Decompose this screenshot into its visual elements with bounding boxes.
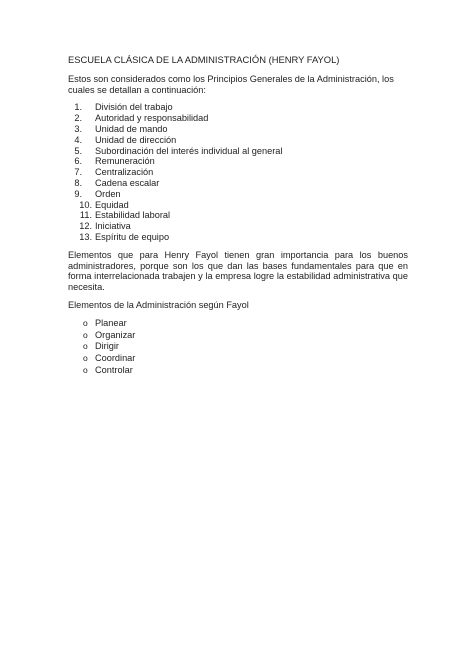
- list-item-text: Cadena escalar: [95, 177, 160, 188]
- list-item-text: Centralización: [95, 167, 154, 178]
- list-item-text: Unidad de mando: [95, 123, 168, 134]
- circle-bullet-icon: o: [83, 353, 88, 364]
- list-item: [68, 167, 408, 178]
- list-item-text: Estabilidad laboral: [95, 210, 171, 221]
- list-number: 5.: [74, 145, 82, 156]
- list-number: 9.: [74, 188, 82, 199]
- list-item: [68, 330, 408, 342]
- list-item-text: Autoridad y responsabilidad: [95, 113, 209, 124]
- list-item: [68, 210, 408, 221]
- list-number: 13.: [79, 231, 92, 242]
- explanation-paragraph: Elementos que para Henry Fayol tienen gran importancia para los buenos administradores, porque son los que dan las bases fundamentales para que en forma interrelacionada trabajen y la empresa logre la estabilidad administrativa que necesita.: [68, 249, 408, 293]
- list-item-text: Controlar: [95, 364, 133, 375]
- intro-paragraph: Estos son considerados como los Principios Generales de la Administración, los cuales se detallan a continuación:: [68, 73, 394, 95]
- document-body: [68, 55, 408, 377]
- list-item: [68, 365, 408, 377]
- list-item-text: División del trabajo: [95, 102, 173, 113]
- principles-list: [68, 102, 408, 242]
- list-item: [68, 341, 408, 353]
- list-item: [68, 113, 408, 124]
- list-number: 11.: [79, 210, 92, 221]
- list-number: 8.: [74, 177, 82, 188]
- list-item-text: Subordinación del interés individual al general: [95, 145, 283, 156]
- list-item: [68, 221, 408, 232]
- list-item: [68, 178, 408, 189]
- list-number: 7.: [74, 167, 82, 178]
- circle-bullet-icon: o: [83, 317, 88, 328]
- elements-list: [68, 318, 408, 377]
- list-number: 1.: [74, 102, 82, 113]
- list-item-text: Equidad: [95, 199, 129, 210]
- list-item-text: Unidad de dirección: [95, 134, 177, 145]
- list-item: [68, 318, 408, 330]
- list-number: 3.: [74, 123, 82, 134]
- list-item: [68, 232, 408, 243]
- list-item: [68, 124, 408, 135]
- circle-bullet-icon: o: [83, 329, 88, 340]
- list-item: [68, 135, 408, 146]
- list-number: 10.: [79, 199, 92, 210]
- list-item-text: Planear: [95, 317, 127, 328]
- elements-heading: Elementos de la Administración según Fayol: [68, 299, 249, 310]
- circle-bullet-icon: o: [83, 341, 88, 352]
- list-item: [68, 102, 408, 113]
- list-item: [68, 200, 408, 211]
- list-item: [68, 189, 408, 200]
- list-item-text: Espíritu de equipo: [95, 231, 170, 242]
- list-number: 6.: [74, 156, 82, 167]
- list-item-text: Organizar: [95, 329, 136, 340]
- list-number: 12.: [79, 221, 92, 232]
- document-title: ESCUELA CLÁSICA DE LA ADMINISTRACIÓN (HENRY FAYOL): [68, 54, 340, 65]
- list-item: [68, 353, 408, 365]
- circle-bullet-icon: o: [83, 364, 88, 375]
- list-number: 4.: [74, 134, 82, 145]
- list-item-text: Coordinar: [95, 353, 136, 364]
- list-item-text: Dirigir: [95, 341, 119, 352]
- list-number: 2.: [74, 113, 82, 124]
- list-item: [68, 146, 408, 157]
- list-item-text: Orden: [95, 188, 121, 199]
- list-item-text: Remuneración: [95, 156, 155, 167]
- list-item-text: Iniciativa: [95, 221, 131, 232]
- list-item: [68, 156, 408, 167]
